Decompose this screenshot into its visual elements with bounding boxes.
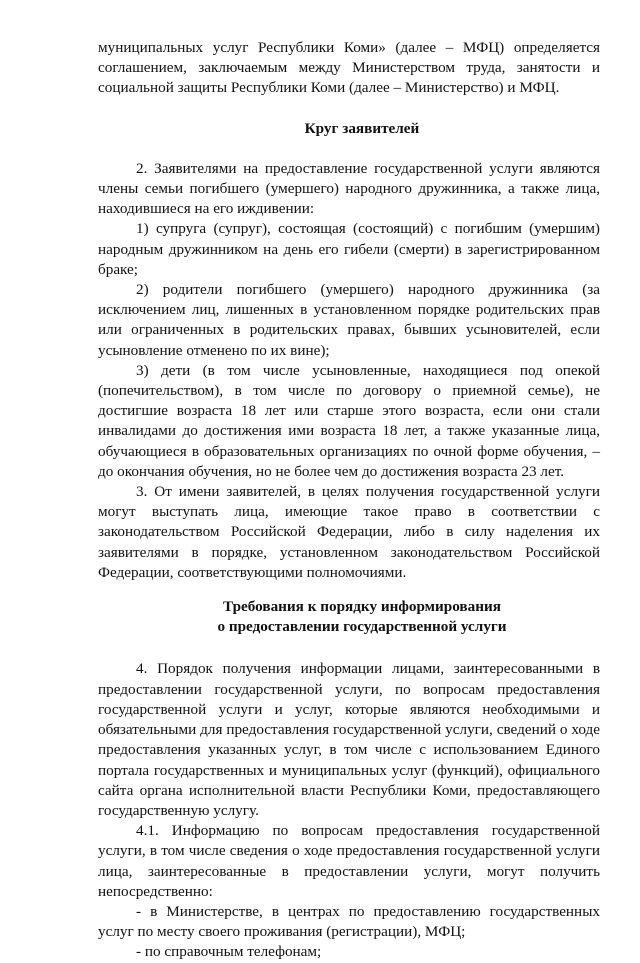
spacer [98, 583, 600, 597]
section-heading-information-line-2: о предоставлении государственной услуги [217, 618, 507, 636]
paragraph-2: 2. Заявителями на предоставление государственной услуги являются члены семьи погибшего (умершего) народного дружинника, а также лица, находившиеся на его иждивении: [98, 159, 600, 218]
section-heading-applicants: Круг заявителей [304, 119, 420, 137]
spacer [98, 637, 600, 659]
paragraph-3: 3. От имени заявителей, в целях получения государственной услуги могут выступать лица, имеющие такое право в соответствии с законодательством Российской Федерации, либо в силу наделения их заявителями в порядке, установленном законодательством Российской Федерации, соответствующими полномочиями. [98, 483, 600, 581]
paragraph-4-1-item-b: - по справочным телефонам; [136, 943, 322, 961]
paragraph-4: 4. Порядок получения информации лицами, заинтересованными в предоставлении государственной услуги, по вопросам предоставления государственной услуги и услуг, которые являются необходимыми и обязательными для предоставления государственной услуги, сведений о ходе предоставления указанных услуг, в том числе с использованием Единого портала государственных и муниципальных услуг (функций), официального сайта органа исполнительной власти Республики Коми, предоставляющего государственную услугу. [98, 660, 600, 819]
paragraph-intro: муниципальных услуг Республики Коми» (далее – МФЦ) определяется соглашением, заключаемым между Министерством труда, занятости и социальной защиты Республики Коми (далее – Министерство) и МФЦ. [98, 39, 600, 97]
paragraph-2-item-2: 2) родители погибшего (умершего) народного дружинника (за исключением лиц, лишенных в установленном порядке родительских прав или ограниченных в родительских правах, бывших усыновителей, если усыновление отменено по их вине); [98, 281, 600, 359]
paragraph-2-item-3: 3) дети (в том числе усыновленные, находящиеся под опекой (попечительством), в том числе по договору о приемной семье), не достигшие возраста 18 лет или старше этого возраста, если они стали инвалидами до достижения ими возраста 18 лет, а также указанные лица, обучающиеся в образовательных организациях по очной форме обучения, – до окончания обучения, но не более чем до достижения возраста 23 лет. [98, 361, 600, 480]
paragraph-4-1: 4.1. Информацию по вопросам предоставления государственной услуги, в том числе сведения о ходе предоставления государственной услуги лица, заинтересованные в предоставлении услуги, могут получить непосредственно: [98, 822, 600, 900]
spacer [98, 139, 600, 159]
section-heading-information-line-1: Требования к порядку информирования [223, 598, 501, 616]
paragraph-4-1-item-a: - в Министерстве, в центрах по предоставлению государственных услуг по месту своего проживания (регистрации), МФЦ; [98, 902, 600, 941]
paragraph-2-item-1: 1) супруга (супруг), состоящая (состоящий) с погибшим (умершим) народным дружинником на день его гибели (смерти) в зарегистрированном браке; [98, 220, 600, 278]
spacer [98, 99, 600, 119]
